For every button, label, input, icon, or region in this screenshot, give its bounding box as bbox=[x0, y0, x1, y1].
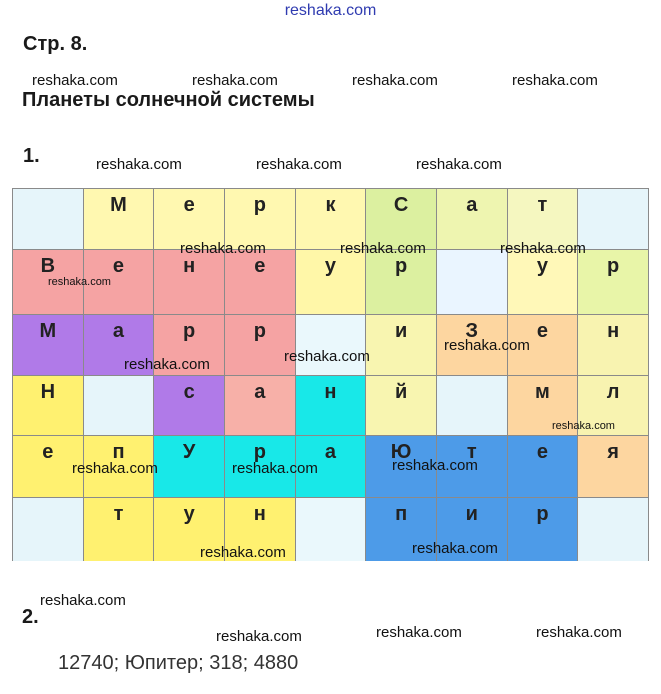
grid-cell: а bbox=[224, 376, 295, 436]
task-1-number: 1. bbox=[23, 145, 40, 167]
page-label: Стр. 8. bbox=[23, 33, 88, 55]
watermark: reshaka.com bbox=[392, 457, 478, 474]
grid-cell: а bbox=[83, 315, 154, 376]
grid-cell: е bbox=[13, 436, 84, 498]
watermark: reshaka.com bbox=[180, 240, 266, 257]
grid-cell: С bbox=[366, 189, 437, 250]
watermark: reshaka.com bbox=[412, 540, 498, 557]
grid-cell: У bbox=[154, 436, 225, 498]
watermark: reshaka.com bbox=[416, 156, 502, 173]
grid-cell: л bbox=[578, 376, 649, 436]
grid-cell bbox=[436, 250, 507, 315]
grid-cell: я bbox=[578, 436, 649, 498]
grid-cell bbox=[13, 498, 84, 562]
grid-row bbox=[13, 315, 649, 376]
watermark: reshaka.com bbox=[96, 156, 182, 173]
grid-cell: н bbox=[224, 498, 295, 562]
grid-cell: т bbox=[83, 498, 154, 562]
grid-cell bbox=[13, 189, 84, 250]
grid-row bbox=[13, 498, 649, 562]
grid-cell: т bbox=[436, 436, 507, 498]
watermark: reshaka.com bbox=[352, 72, 438, 89]
grid-cell: а bbox=[436, 189, 507, 250]
watermark: reshaka.com bbox=[216, 628, 302, 645]
watermark: reshaka.com bbox=[72, 460, 158, 477]
grid-cell: н bbox=[295, 376, 366, 436]
grid-cell: е bbox=[224, 250, 295, 315]
watermark: reshaka.com bbox=[48, 276, 111, 288]
grid-cell: р bbox=[578, 250, 649, 315]
grid-cell: и bbox=[366, 315, 437, 376]
grid-cell: н bbox=[154, 250, 225, 315]
watermark: reshaka.com bbox=[536, 624, 622, 641]
grid-cell: р bbox=[224, 189, 295, 250]
grid-cell: у bbox=[154, 498, 225, 562]
task-2-number: 2. bbox=[22, 606, 39, 628]
grid-cell bbox=[295, 315, 366, 376]
watermark: reshaka.com bbox=[200, 544, 286, 561]
grid-cell: Ю bbox=[366, 436, 437, 498]
grid-cell: Н bbox=[13, 376, 84, 436]
grid-cell: е bbox=[507, 315, 578, 376]
grid-cell: п bbox=[83, 436, 154, 498]
grid-cell: т bbox=[507, 189, 578, 250]
watermark: reshaka.com bbox=[284, 348, 370, 365]
grid-cell: й bbox=[366, 376, 437, 436]
grid-cell: М bbox=[83, 189, 154, 250]
watermark: reshaka.com bbox=[500, 240, 586, 257]
grid-cell: В bbox=[13, 250, 84, 315]
grid-cell: е bbox=[154, 189, 225, 250]
watermark: reshaka.com bbox=[40, 592, 126, 609]
watermark: reshaka.com bbox=[552, 420, 615, 432]
grid-cell: с bbox=[154, 376, 225, 436]
watermark: reshaka.com bbox=[340, 240, 426, 257]
grid-cell bbox=[578, 189, 649, 250]
grid-cell: а bbox=[295, 436, 366, 498]
grid-cell: е bbox=[507, 436, 578, 498]
grid-cell: М bbox=[13, 315, 84, 376]
grid-cell: у bbox=[507, 250, 578, 315]
section-title: Планеты солнечной системы bbox=[22, 89, 315, 111]
grid-cell bbox=[83, 376, 154, 436]
grid-cell: и bbox=[436, 498, 507, 562]
grid-cell: е bbox=[83, 250, 154, 315]
grid-cell bbox=[578, 498, 649, 562]
grid-cell: к bbox=[295, 189, 366, 250]
watermark: reshaka.com bbox=[232, 460, 318, 477]
grid-cell: р bbox=[224, 436, 295, 498]
watermark: reshaka.com bbox=[444, 337, 530, 354]
task-2-answer: 12740; Юпитер; 318; 4880 bbox=[58, 652, 299, 674]
grid-cell: н bbox=[578, 315, 649, 376]
grid-cell: р bbox=[366, 250, 437, 315]
watermark: reshaka.com bbox=[192, 72, 278, 89]
grid-cell: у bbox=[295, 250, 366, 315]
site-header[interactable]: reshaka.com bbox=[284, 2, 377, 19]
watermark: reshaka.com bbox=[376, 624, 462, 641]
grid-cell: р bbox=[224, 315, 295, 376]
grid-cell: З bbox=[436, 315, 507, 376]
watermark: reshaka.com bbox=[124, 356, 210, 373]
grid-cell bbox=[295, 498, 366, 562]
watermark: reshaka.com bbox=[256, 156, 342, 173]
grid-cell: р bbox=[507, 498, 578, 562]
grid-cell: м bbox=[507, 376, 578, 436]
grid-cell: р bbox=[154, 315, 225, 376]
grid-cell: п bbox=[366, 498, 437, 562]
watermark: reshaka.com bbox=[512, 72, 598, 89]
grid-cell bbox=[436, 376, 507, 436]
watermark: reshaka.com bbox=[32, 72, 118, 89]
